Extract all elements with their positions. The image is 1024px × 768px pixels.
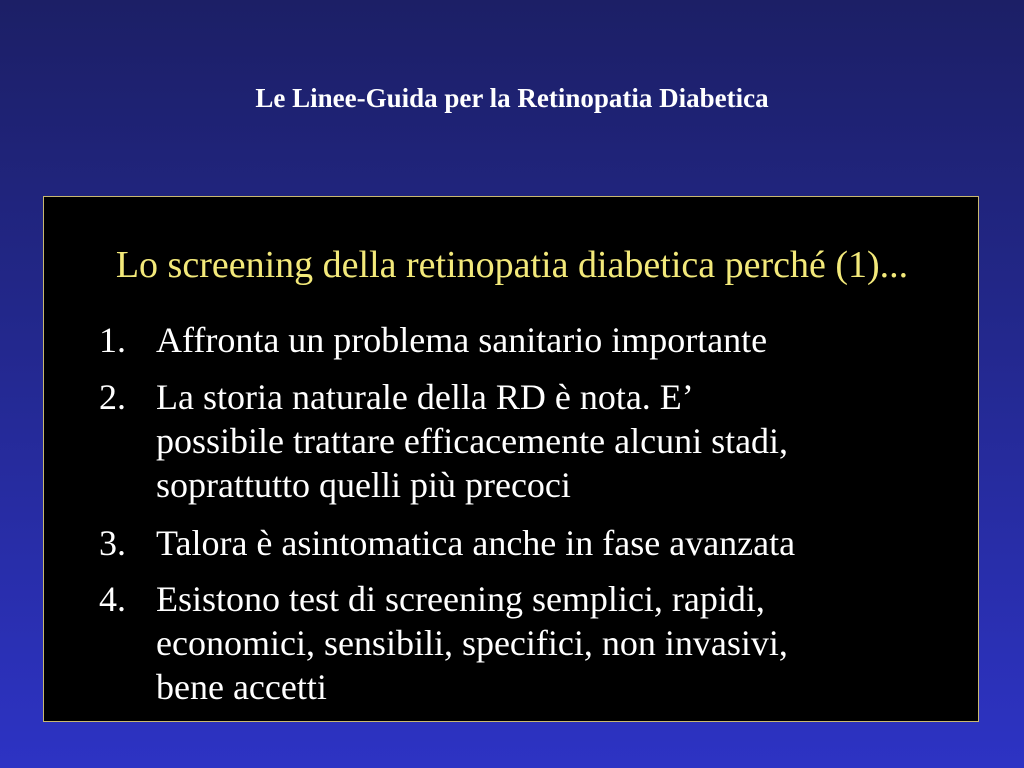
item-line: Esistono test di screening semplici, rapidi,	[156, 579, 765, 619]
box-heading: Lo screening della retinopatia diabetica perché (1)...	[115, 244, 909, 286]
item-text	[156, 318, 956, 362]
item-text	[156, 577, 956, 709]
item-line: soprattutto quelli più precoci	[156, 465, 571, 505]
item-number: 4.	[99, 579, 126, 619]
item-line: possibile trattare efficacemente alcuni stadi,	[156, 421, 789, 461]
item-line: bene accetti	[156, 667, 327, 707]
item-text	[156, 521, 956, 565]
item-line: Talora è asintomatica anche in fase avanzata	[156, 523, 796, 563]
slide-title: Le Linee-Guida per la Retinopatia Diabetica	[255, 83, 769, 113]
item-line: La storia naturale della RD è nota. E’	[156, 377, 694, 417]
item-number: 2.	[99, 377, 126, 417]
item-number: 1.	[99, 320, 126, 360]
item-text	[156, 375, 956, 507]
item-number: 3.	[99, 523, 126, 563]
item-line: Affronta un problema sanitario importante	[156, 320, 768, 360]
item-line: economici, sensibili, specifici, non invasivi,	[156, 623, 788, 663]
